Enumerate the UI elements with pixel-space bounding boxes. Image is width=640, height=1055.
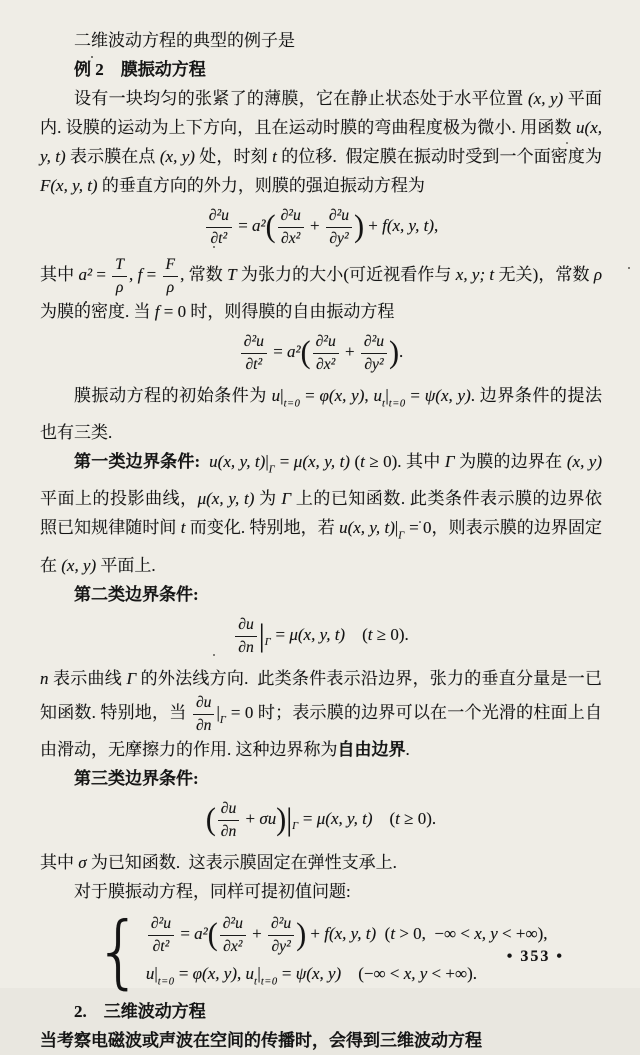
math-inline: σu (259, 808, 277, 828)
text-run: 平面上的投影曲线， (40, 452, 607, 509)
math-inline: u(x, y, t) (40, 118, 607, 166)
text-run: , (434, 215, 439, 235)
text-run: | (216, 702, 220, 722)
text-run: ( (372, 808, 396, 828)
text-run: + (247, 923, 266, 943)
text-run: (−∞ < (341, 963, 404, 983)
text-run: ( (349, 452, 361, 472)
text-run: 而变化. 特别地，若 (185, 518, 340, 538)
math-inline: a² (287, 341, 301, 361)
text-run: ≥ 0). (372, 624, 409, 644)
text-run: 膜振动方程的初始条件为 (74, 385, 272, 405)
text-run: 为膜的边界在 (454, 452, 567, 472)
big-delimiter: ) (389, 334, 400, 371)
text-run: . (405, 739, 410, 759)
math-inline: T (227, 264, 237, 284)
display-equation (40, 332, 602, 374)
fraction: $\frac{\text{∂²u}}{\text{∂t²}}$ (148, 914, 174, 956)
math-inline: t (395, 808, 400, 828)
bold-text: 自由边界 (337, 739, 406, 759)
text-run: = (298, 808, 317, 828)
text-run: = (268, 341, 288, 361)
math-inline: σ (78, 852, 87, 872)
text-run: 表示膜在点 (65, 147, 160, 166)
subscript: t (381, 398, 386, 410)
paragraph (40, 664, 602, 764)
text-run: < +∞), (497, 923, 548, 943)
equation-row (146, 965, 548, 988)
subscript: t=0 (388, 398, 406, 410)
big-delimiter: ( (265, 208, 276, 245)
math-inline: u (245, 963, 254, 983)
text-run: ≥ 0). 其中 (364, 452, 445, 472)
math-inline: t (390, 923, 396, 943)
fraction: $\frac{\text{∂²u}}{\text{∂x²}}$ (313, 332, 339, 374)
math-inline: f (154, 301, 160, 321)
fraction: $\frac{\text{∂²u}}{\text{∂y²}}$ (326, 206, 352, 248)
subscript: t=0 (260, 976, 278, 988)
math-inline: φ(x, y) (319, 385, 365, 405)
text-run: 当考察电磁波或声波在空间的传播时，会得到三维波动方程 (40, 1030, 482, 1050)
subscript: Γ (292, 820, 299, 832)
text-run: = 0 时；表示膜的边界可以在一个光滑的柱面上自由滑动，无摩擦力的作用. 这种边界称为 (40, 702, 603, 759)
text-run: 对于膜振动方程，同样可提初值问题: (74, 881, 351, 901)
text-run: . (399, 341, 404, 361)
text-run (200, 452, 209, 471)
math-inline: μ(x, y, t) (316, 808, 373, 828)
left-brace: { (94, 903, 143, 997)
text-line (40, 997, 602, 1026)
text-run: | (265, 452, 269, 472)
math-inline: μ(x, y, t) (293, 452, 350, 472)
math-inline: u (271, 385, 281, 405)
math-inline: (x, y) (159, 147, 195, 166)
text-run: 第二类边界条件: (74, 584, 199, 604)
math-inline: μ(x, y, t) (289, 624, 346, 644)
math-inline: u(x, y, t) (339, 518, 395, 538)
text-run: 为已知函数. 这表示膜固定在弹性支承上. (86, 852, 397, 872)
text-run: | (280, 385, 284, 405)
math-inline: x, y; t (455, 264, 495, 284)
text-run: = (142, 264, 161, 284)
text-run: + (364, 215, 383, 235)
subscript: t (253, 976, 258, 988)
text-run: 上的已知函数. 此类条件表示膜的边界依照已知规律随时间 (40, 489, 603, 538)
math-inline: f(x, y, t) (382, 215, 435, 235)
fraction: $\frac{\text{∂²u}}{\text{∂x²}}$ (220, 914, 246, 956)
big-delimiter: ( (300, 334, 311, 371)
math-inline: Γ (126, 668, 137, 688)
math-inline: t (180, 518, 186, 538)
math-inline: a² (252, 215, 266, 235)
math-inline: t (367, 624, 373, 644)
page-number: • 353 • (506, 948, 564, 965)
math-inline: μ(x, y, t) (197, 489, 255, 509)
text-run: 二维波动方程的典型的例子是 (74, 31, 295, 50)
page-content (40, 26, 607, 1055)
math-inline: (x, y) (566, 452, 603, 472)
text-run: = (233, 215, 253, 235)
big-delimiter: ) (354, 208, 365, 245)
text-line (40, 764, 602, 793)
math-inline: (x, y) (527, 89, 564, 108)
paragraph (40, 255, 607, 326)
big-delimiter: | (258, 617, 265, 654)
display-equation (40, 799, 602, 841)
math-inline: φ(x, y) (192, 963, 237, 983)
text-run: . 边界条件的提法也有三类. (40, 385, 603, 443)
big-delimiter: ( (207, 916, 218, 953)
fraction: $\frac{\partial u}{\partial n}$ (193, 693, 215, 735)
text-run: ( (345, 624, 368, 644)
text-run: = (277, 963, 296, 983)
text-run: = 0 时，则得膜的自由振动方程 (159, 301, 395, 321)
display-equation (40, 615, 602, 657)
text-run: ( (376, 923, 391, 943)
text-run: | (154, 963, 158, 983)
equation-body (204, 206, 439, 248)
math-inline: F(x, y, t) (40, 176, 98, 195)
paragraph (40, 381, 602, 447)
subscript: t=0 (157, 976, 175, 988)
equation-body (206, 799, 436, 841)
text-run: < +∞). (427, 963, 477, 983)
math-inline: u (373, 385, 382, 405)
fraction: $\frac{\text{∂²u}}{\text{∂y²}}$ (361, 332, 387, 374)
big-delimiter: ( (205, 801, 216, 838)
math-inline: x, y (474, 923, 498, 943)
math-inline: f(x, y, t) (324, 923, 377, 943)
text-run: 其中 (40, 852, 79, 872)
text-run: 为张力的大小(可近视看作与 (236, 264, 456, 284)
text-run: , (129, 264, 138, 284)
text-run: 处，时刻 (194, 147, 273, 166)
text-run: 设有一块均匀的张紧了的薄膜，它在静止状态处于水平位置 (74, 89, 528, 108)
text-run: + (306, 923, 325, 943)
fraction: $\frac{F}{\rho}$ (163, 255, 179, 297)
big-delimiter: ) (296, 916, 307, 953)
math-inline: Γ (281, 489, 292, 509)
text-run: = (174, 963, 193, 983)
text-run: = 0，则表示膜的边界固定在 (40, 518, 603, 575)
text-run: = (405, 385, 425, 405)
math-inline: x, y (403, 963, 428, 983)
big-delimiter: ) (276, 801, 287, 838)
math-inline: ρ (593, 264, 603, 284)
math-inline: a² (194, 923, 208, 943)
math-inline: a² (78, 264, 93, 284)
fraction: $\frac{T}{\rho}$ (112, 255, 127, 297)
math-inline: ψ(x, y) (424, 385, 471, 405)
math-inline: t (360, 452, 365, 472)
math-inline: u(x, y, t) (209, 452, 266, 472)
subscript: Γ (398, 530, 405, 542)
text-run: 其中 (40, 264, 79, 284)
fraction: $\frac{\text{∂²u}}{\text{∂y²}}$ (268, 914, 294, 956)
text-run: 的外法线方向. 此类条件表示沿边界，张力的垂直分量是一已知函数. 特别地，当 (40, 668, 603, 722)
text-run: , (236, 963, 246, 983)
display-equation (40, 206, 602, 248)
text-run: > 0, −∞ < (395, 923, 475, 943)
text-run: 为膜的密度. 当 (40, 264, 607, 321)
text-line (40, 580, 602, 609)
text-run: 的位移. 假定膜在振动时受到一个面密度为 (276, 147, 607, 166)
text-run: 平面内. 设膜的运动为上下方向，且在运动时膜的弯曲程度极为微小. 用函数 (40, 89, 603, 137)
text-run: + (305, 215, 324, 235)
text-run: ≥ 0). (399, 808, 437, 828)
text-run: | (257, 963, 261, 983)
math-inline: (x, y) (61, 555, 97, 575)
text-run: = (176, 923, 195, 943)
math-inline: f (137, 264, 143, 284)
math-inline: t (272, 147, 277, 166)
big-delimiter: | (286, 801, 293, 838)
text-run: 表示曲线 (48, 668, 127, 688)
text-run: | (385, 385, 389, 405)
math-inline: Γ (444, 452, 455, 472)
text-run: , (364, 385, 374, 405)
paragraph (40, 84, 607, 200)
math-inline: u (145, 963, 155, 983)
paragraph (40, 447, 607, 580)
text-run: = (271, 624, 290, 644)
text-run: 例 2 膜振动方程 (74, 60, 206, 79)
fraction: $\frac{\partial u}{\partial n}$ (235, 615, 257, 657)
text-run: | (394, 518, 399, 538)
text-line (40, 55, 602, 84)
subscript: t=0 (283, 398, 301, 410)
fraction: $\frac{\partial u}{\partial n}$ (218, 799, 240, 841)
equation-row (146, 914, 548, 956)
fraction: $\frac{\text{∂²u}}{\text{∂t²}}$ (206, 206, 232, 248)
text-run: + (340, 341, 359, 361)
fraction: $\frac{\text{∂²u}}{\text{∂t²}}$ (241, 332, 267, 374)
text-run: 为 (254, 489, 282, 509)
text-line (40, 26, 602, 55)
system-rows (146, 914, 548, 988)
text-run: 平面上. (96, 555, 156, 575)
equation-body (239, 332, 404, 374)
text-run: 2. 三维波动方程 (74, 1001, 206, 1021)
fraction: $\frac{\text{∂²u}}{\text{∂x²}}$ (278, 206, 304, 248)
text-run: + (241, 808, 260, 828)
text-run: 无关)，常数 (494, 264, 594, 284)
math-inline: n (40, 668, 49, 688)
subscript: Γ (219, 714, 227, 726)
subscript: Γ (268, 464, 276, 476)
math-inline: ψ(x, y) (295, 963, 342, 983)
text-run: , 常数 (180, 264, 228, 284)
bold-text: 第一类边界条件: (74, 452, 201, 472)
text-run: = (300, 385, 320, 405)
text-line (40, 877, 602, 906)
text-run: 第三类边界条件: (74, 768, 199, 788)
text-run: 的垂直方向的外力，则膜的强迫振动方程为 (97, 176, 425, 195)
text-run: = (92, 264, 111, 284)
text-run: = (275, 452, 294, 472)
paragraph (40, 848, 602, 877)
text-line (40, 1026, 602, 1055)
equation-body (233, 615, 409, 657)
subscript: Γ (264, 636, 272, 648)
